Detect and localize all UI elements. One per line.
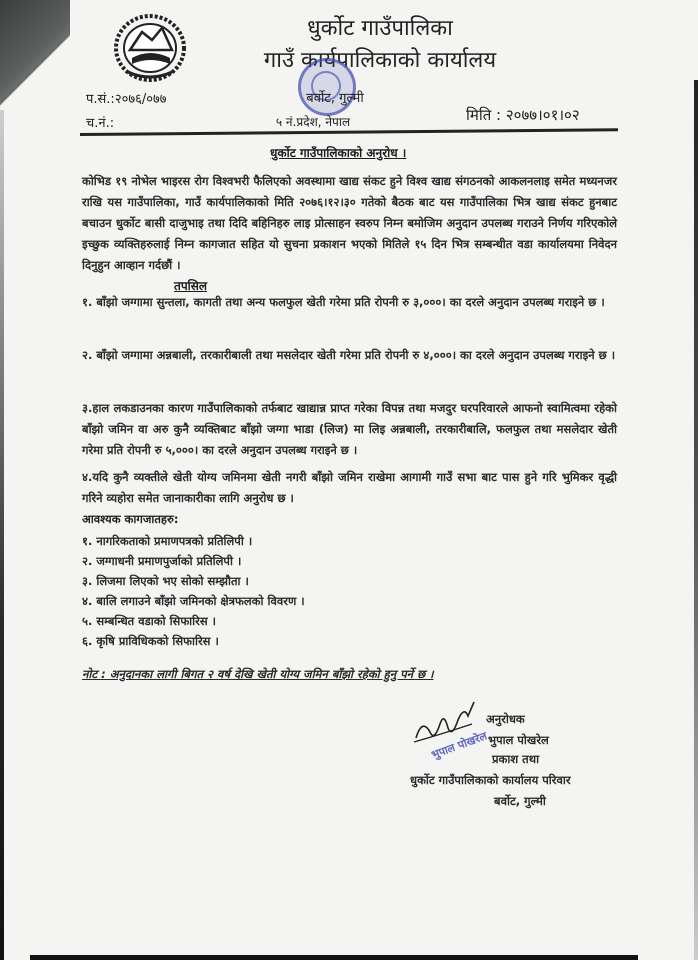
document-list-item: ३. लिजमा लिएको भए सोको सम्झौता । bbox=[82, 574, 249, 588]
signatory-location: बर्वोट, गुल्मी bbox=[494, 794, 546, 808]
required-documents-heading: आवश्यक कागजातहरु: bbox=[82, 512, 179, 526]
name-stamp: भुपाल पोखरेल bbox=[429, 729, 489, 762]
address-line-2: ५ नं.प्रदेश, नेपाल bbox=[275, 115, 351, 129]
reference-number: प.सं.:२०७६/०७७ bbox=[86, 92, 167, 107]
office-subtitle: गाउँ कार्यपालिकाको कार्यालय bbox=[263, 48, 497, 73]
signatory-line-3: प्रकाश तथा bbox=[492, 752, 540, 766]
required-documents-list bbox=[82, 531, 305, 651]
document-date: मिति : २०७७।०१।०२ bbox=[466, 106, 580, 124]
address-line-1: बर्वोट, गुल्मी bbox=[306, 91, 364, 106]
detail-item: ३.हाल लकडाउनका कारण गाउँपालिकाको तर्फबाट खाद्यान्न प्राप्त गरेका विपन्न तथा मजदुर घरपरिवारले आफनो स्वामित्वमा रहेको बाँझो जमिन वा अरु कुनै व्यक्तिबाट बाँझो जग्गा भाडा (लिज) मा लिइ अन्नबाली, तरकारीबालि, फलफुल तथा मसलेदार खेती गरेमा प्रति रोपनी रु ५,०००। का दरले अनुदान उपलब्ध गराइने छ । bbox=[82, 401, 617, 457]
municipality-title: धुर्कोट गाउँपालिका bbox=[307, 16, 453, 41]
note-text: नोट : अनुदानका लागी बिगत २ वर्ष देखि खेती योग्य जमिन बाँझो रहेको हुनु पर्ने छ । bbox=[82, 667, 434, 681]
detail-item: ४.यदि कुनै व्यक्तीले खेती योग्य जमिनमा खेती नगरी बाँझो जमिन राखेमा आगामी गाउँ सभा बाट पास हुने गरि भुमिकर वृद्धी गरिने व्यहोरा समेत जानाकारीका लागि अनुरोध छ । bbox=[82, 470, 617, 505]
nepal-emblem-icon bbox=[112, 10, 188, 84]
detail-item: २. बाँझो जग्गामा अन्नबाली, तरकारीबाली तथा मसलेदार खेती गरेमा प्रति रोपनी रु ४,०००। का दरले अनुदान उपलब्ध गराइने छ । bbox=[82, 348, 616, 362]
dispatch-number: च.नं.: bbox=[86, 116, 115, 131]
document-list-item: ५. सम्बन्धित वडाको सिफारिस । bbox=[82, 614, 216, 628]
document-list-item: १. नागरिकताको प्रमाणपत्रको प्रतिलिपी । bbox=[82, 534, 253, 548]
details-heading: तपसिल bbox=[174, 279, 208, 293]
document-list-item: २. जग्गाधनी प्रमाणपुर्जाको प्रतिलिपी । bbox=[82, 554, 242, 568]
signatory-role: अनुरोधक bbox=[486, 712, 525, 726]
subject-heading: धुर्कोट गाउँपालिकाको अनुरोध । bbox=[270, 146, 407, 160]
signatory-office: धुर्कोट गाउँपालिकाको कार्यालय परिवार bbox=[410, 773, 571, 787]
document-list-item: ४. बालि लगाउने बाँझो जमिनको क्षेत्रफलको विवरण । bbox=[82, 594, 305, 608]
document-list-item: ६. कृषि प्राविधिकको सिफारिस । bbox=[82, 634, 219, 648]
detail-item: १. बाँझो जग्गामा सुन्तला, कागती तथा अन्य फलफुल खेती गरेमा प्रति रोपनी रु ३,०००। का दरले अनुदान उपलब्ध गराइने छ । bbox=[82, 295, 605, 309]
signatory-name: भुपाल पोखरेल bbox=[488, 733, 549, 747]
office-seal-icon bbox=[298, 58, 356, 116]
intro-paragraph: कोभिड १९ नोभेल भाइरस रोग विश्वभरी फैलिएको अवस्थामा खाद्य संकट हुने विश्व खाद्य संगठनको आकलनलाइ समेत मध्यनजर राखि यस गाउँपालिका, गाउँ कार्यपालिकाको मिति २०७६।१२।३० गतेको बैठक बाट यस गाउँपालिका भित्र खाद्य संकट हुनबाट बचाउन धुर्कोट बासी दाजुभाइ तथा दिदि बहिनिहरु लाइ प्रोत्साहन स्वरुप निम्न बमोजिम अनुदान उपलब्ध गराउने निर्णय गरिएकोले इच्छुक व्यक्तिहरुलाई निम्न कागजात सहित यो सुचना प्रकाशन भएको मितिले १५ दिन भित्र सम्बन्धीत वडा कार्यालयमा निवेदन दिनुहुन आव्हान गर्दछौं । bbox=[82, 174, 617, 272]
